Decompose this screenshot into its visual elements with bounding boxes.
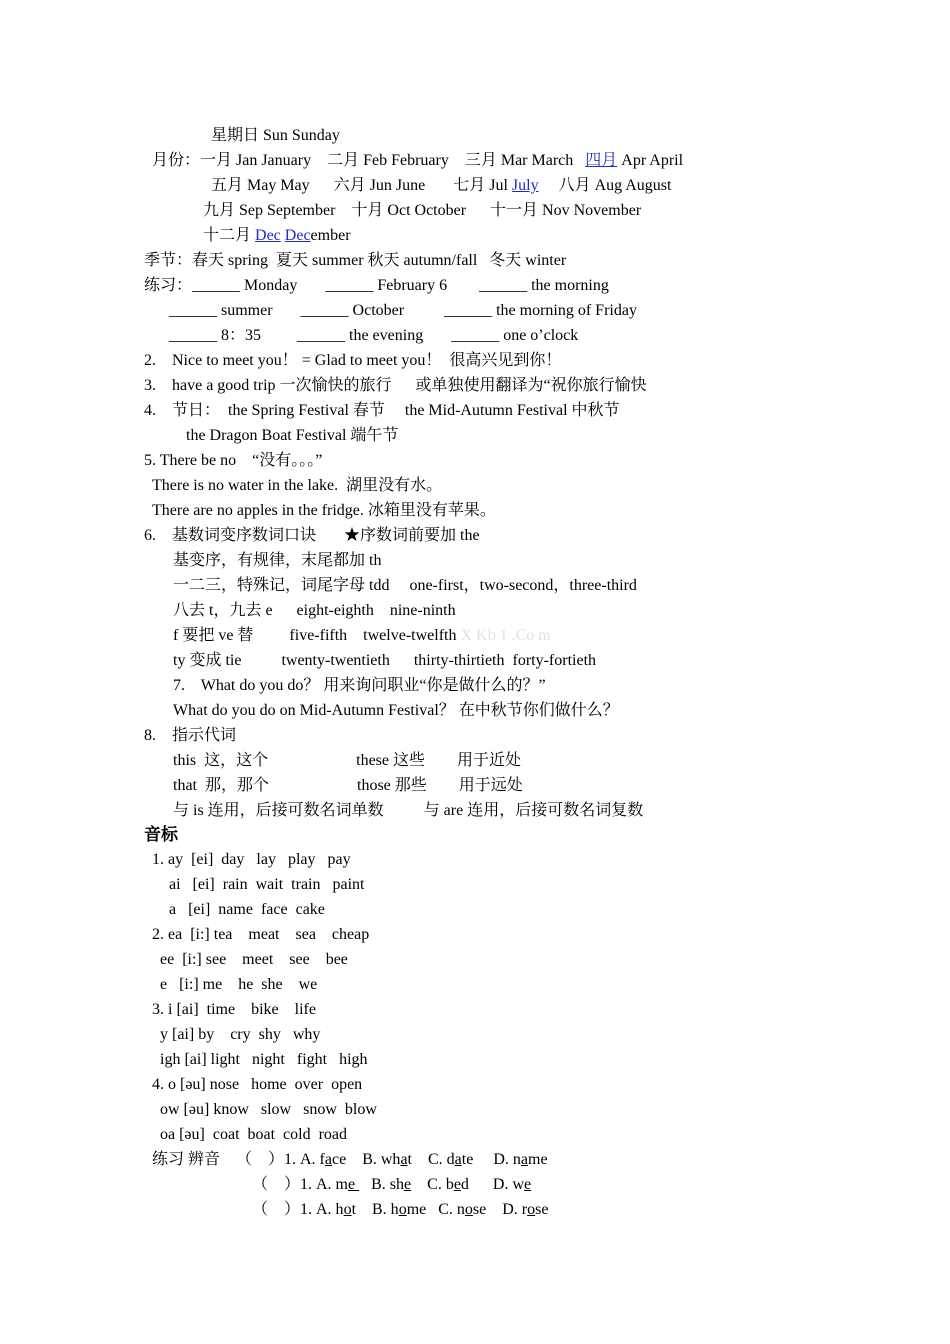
line-text: 月份：一月 Jan January 二月 Feb February 三月 Mar March bbox=[152, 152, 586, 169]
text-line bbox=[173, 576, 637, 596]
line-text: 八去 t，九去 e eight-eighth nine-ninth bbox=[173, 602, 456, 619]
text-line bbox=[144, 401, 620, 421]
line-text: 3. i [ai] time bike life bbox=[152, 1001, 316, 1018]
link-text[interactable]: Dec bbox=[255, 227, 281, 244]
text-line bbox=[144, 251, 566, 271]
line-text: f 要把 ve 替 five-fifth twelve-twelfth bbox=[173, 627, 461, 644]
line-text: 基变序，有规律，末尾都加 th bbox=[173, 552, 382, 569]
line-text: 4. o [əu] nose home over open bbox=[152, 1076, 363, 1093]
text-line bbox=[173, 776, 523, 796]
line-text: oa [əu] coat boat cold road bbox=[160, 1126, 348, 1143]
line-text: 星期日 Sun Sunday bbox=[211, 127, 340, 144]
line-text: te D. n bbox=[461, 1151, 521, 1168]
line-text: igh [ai] light night fight high bbox=[160, 1051, 368, 1068]
line-text: y [ai] by cry shy why bbox=[160, 1026, 321, 1043]
link-text[interactable]: 四月 bbox=[585, 152, 618, 169]
text-line bbox=[203, 201, 641, 221]
line-text: ______ 8：35 ______ the evening ______ one o’clock bbox=[169, 327, 579, 344]
line-text: ow [əu] know slow snow blow bbox=[160, 1101, 377, 1118]
line-text: 7. What do you do？ 用来询问职业“你是做什么的？” bbox=[173, 677, 546, 694]
text-line bbox=[144, 376, 647, 396]
text-line bbox=[211, 176, 671, 196]
underlined-letter: a bbox=[454, 1151, 462, 1168]
underlined-letter: e bbox=[524, 1176, 532, 1193]
line-text: se bbox=[535, 1201, 549, 1218]
line-text: d D. w bbox=[460, 1176, 525, 1193]
line-text: （ ）1. A. h bbox=[252, 1201, 344, 1218]
text-line bbox=[144, 726, 236, 746]
text-line bbox=[144, 276, 609, 296]
line-text: ember bbox=[310, 227, 351, 244]
text-line bbox=[144, 451, 322, 471]
line-text: me bbox=[528, 1151, 548, 1168]
underlined-letter: e bbox=[453, 1176, 461, 1193]
text-line bbox=[160, 1025, 320, 1045]
text-line bbox=[211, 126, 340, 146]
text-line bbox=[160, 1050, 368, 1070]
line-text: ______ summer ______ October ______ the morning of Friday bbox=[169, 302, 637, 319]
text-line bbox=[173, 626, 551, 646]
text-line bbox=[173, 701, 619, 721]
underlined-letter: a bbox=[324, 1151, 332, 1168]
line-text: ce B. wh bbox=[332, 1151, 401, 1168]
line-text: 练习：______ Monday ______ February 6 ______ the morning bbox=[144, 277, 609, 294]
line-text: 2. ea [i:] tea meat sea cheap bbox=[152, 926, 370, 943]
line-text: this 这，这个 these 这些 用于近处 bbox=[173, 752, 521, 769]
line-text: 6. 基数词变序数词口诀 ★序数词前要加 the bbox=[144, 527, 480, 544]
line-text: 季节：春天 spring 夏天 summer 秋天 autumn/fall 冬天 winter bbox=[144, 252, 567, 269]
line-text: t C. d bbox=[407, 1151, 455, 1168]
text-line bbox=[160, 1125, 347, 1145]
line-text: 练习 辨音 （ ）1. A. f bbox=[152, 1151, 325, 1168]
line-text: 八月 Aug August bbox=[538, 177, 672, 194]
line-text: me C. n bbox=[406, 1201, 465, 1218]
line-text: a [ei] name face cake bbox=[169, 901, 325, 918]
text-line bbox=[160, 1100, 377, 1120]
line-text: ty 变成 tie twenty-twentieth thirty-thirtieth forty-fortieth bbox=[173, 652, 597, 669]
text-line bbox=[152, 1000, 316, 1020]
line-text: B. sh bbox=[359, 1176, 405, 1193]
line-text: ai [ei] rain wait train paint bbox=[169, 876, 365, 893]
text-line bbox=[252, 1200, 548, 1220]
line-text: 十二月 bbox=[203, 227, 256, 244]
text-line bbox=[252, 1175, 531, 1195]
line-text: 一二三，特殊记，词尾字母 tdd one-first，two-second，three-third bbox=[173, 577, 637, 594]
line-text: 8. 指示代词 bbox=[144, 727, 237, 744]
line-text: 与 is 连用，后接可数名词单数 与 are 连用，后接可数名词复数 bbox=[173, 802, 644, 819]
text-line bbox=[173, 551, 381, 571]
line-text: （ ）1. A. m bbox=[252, 1176, 349, 1193]
underlined-letter: o bbox=[398, 1201, 407, 1218]
watermark-text: X Kb 1 .Co m bbox=[460, 627, 551, 644]
line-text: 2. Nice to meet you！ = Glad to meet you！ 很高兴见到你！ bbox=[144, 352, 562, 369]
text-line bbox=[169, 900, 325, 920]
text-line bbox=[152, 476, 442, 496]
text-line bbox=[160, 975, 317, 995]
line-text: 1. ay [ei] day lay play pay bbox=[152, 851, 351, 868]
link-text[interactable]: Dec bbox=[284, 227, 311, 244]
text-line bbox=[186, 426, 398, 446]
text-line bbox=[173, 651, 596, 671]
text-line bbox=[152, 1150, 548, 1170]
text-line bbox=[144, 526, 480, 546]
line-text: that 那，那个 those 那些 用于远处 bbox=[173, 777, 523, 794]
text-line bbox=[152, 501, 496, 521]
text-line bbox=[173, 601, 456, 621]
text-line bbox=[152, 1075, 362, 1095]
text-line bbox=[173, 676, 546, 696]
section-heading: 音标 bbox=[144, 825, 178, 845]
underlined-letter: o bbox=[527, 1201, 536, 1218]
line-text: What do you do on Mid-Autumn Festival？ 在中秋节你们做什么？ bbox=[173, 702, 619, 719]
underlined-letter: a bbox=[520, 1151, 528, 1168]
line-text: t B. h bbox=[351, 1201, 399, 1218]
text-line bbox=[152, 925, 369, 945]
text-line bbox=[152, 850, 351, 870]
line-text: 九月 Sep September 十月 Oct October 十一月 Nov November bbox=[203, 202, 642, 219]
text-line bbox=[152, 151, 683, 171]
line-text: 五月 May May 六月 Jun June 七月 Jul bbox=[211, 177, 512, 194]
text-line bbox=[173, 751, 521, 771]
link-text[interactable]: July bbox=[511, 177, 539, 194]
line-text: ee [i:] see meet see bee bbox=[160, 951, 348, 968]
line-text: There is no water in the lake. 湖里没有水。 bbox=[152, 477, 443, 494]
text-line bbox=[169, 875, 364, 895]
line-text: 3. have a good trip 一次愉快的旅行 或单独使用翻译为“祝你旅行愉快 bbox=[144, 377, 647, 394]
text-line bbox=[173, 801, 643, 821]
line-text: Apr April bbox=[617, 152, 684, 169]
underlined-letter: o bbox=[464, 1201, 473, 1218]
line-text: C. b bbox=[411, 1176, 454, 1193]
underlined-letter: a bbox=[400, 1151, 408, 1168]
line-text: the Dragon Boat Festival 端午节 bbox=[186, 427, 399, 444]
line-text: 5. There be no “没有。。。” bbox=[144, 452, 323, 469]
text-line bbox=[144, 825, 178, 846]
line-text: se D. r bbox=[472, 1201, 528, 1218]
text-line bbox=[203, 226, 351, 246]
text-line bbox=[169, 301, 637, 321]
underlined-letter: o bbox=[343, 1201, 352, 1218]
line-text: 4. 节日： the Spring Festival 春节 the Mid-Autumn Festival 中秋节 bbox=[144, 402, 620, 419]
underlined-letter: e bbox=[348, 1176, 360, 1193]
text-line bbox=[144, 351, 561, 371]
text-line bbox=[160, 950, 348, 970]
underlined-letter: e bbox=[404, 1176, 412, 1193]
line-text: e [i:] me he she we bbox=[160, 976, 318, 993]
line-text: There are no apples in the fridge. 冰箱里没有苹果。 bbox=[152, 502, 496, 519]
text-line bbox=[169, 326, 578, 346]
